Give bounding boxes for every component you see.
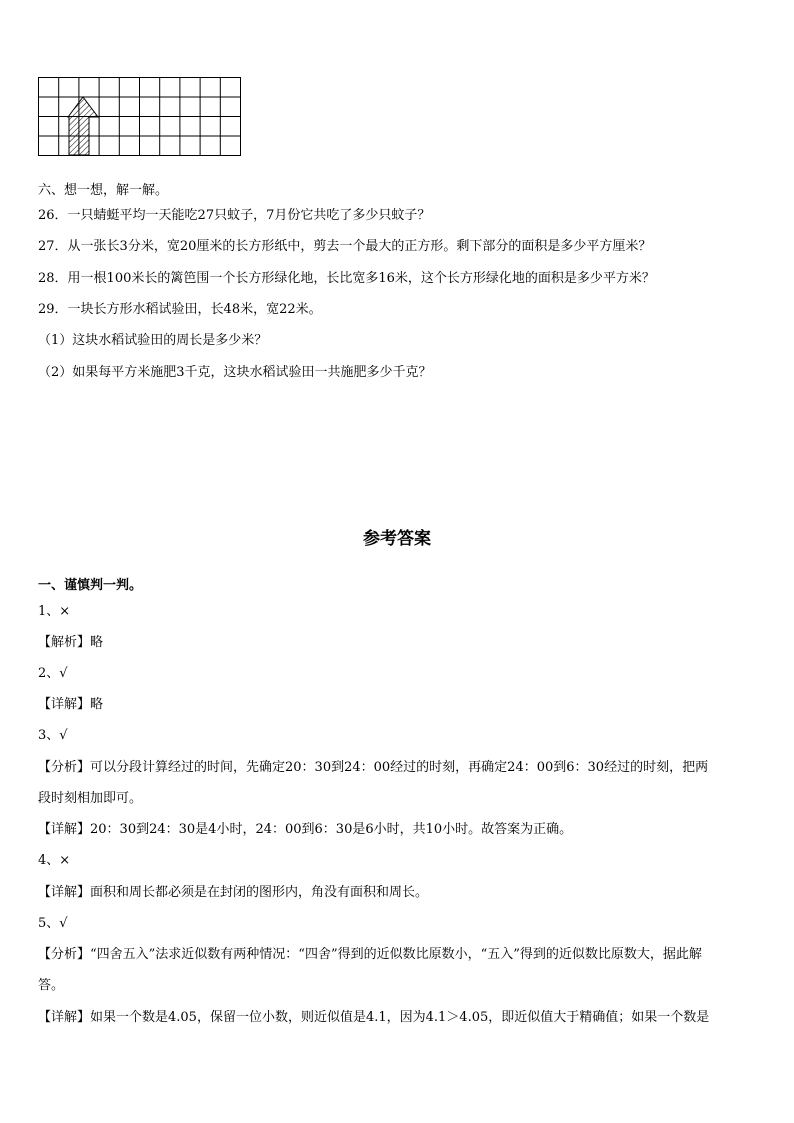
answer-3-analysis-cont: 段时刻相加即可。: [38, 791, 143, 806]
answer-1-note: 【解析】略: [38, 635, 104, 650]
answer-4-detail: 【详解】面积和周长都必须是在封闭的图形内，角没有面积和周长。: [38, 885, 429, 900]
question-27: 27．从一张长3分米，宽20厘米的长方形纸中，剪去一个最大的正方形。剩下部分的面积是多少平方厘米？: [38, 239, 652, 254]
answer-2: 2、√: [38, 666, 68, 681]
answer-5-detail: 【详解】如果一个数是4.05，保留一位小数，则近似值是4.1，因为4.1＞4.05，即近似值大于精确值；如果一个数是: [38, 1010, 710, 1025]
question-28: 28．用一根100米长的篱笆围一个长方形绿化地，长比宽多16米，这个长方形绿化地的面积是多少平方米？: [38, 271, 655, 286]
answer-2-note: 【详解】略: [38, 697, 104, 712]
question-29: 29．一块长方形水稻试验田，长48米，宽22米。: [38, 302, 322, 317]
grid-figure: [38, 77, 243, 157]
question-29-part-2: （2）如果每平方米施肥3千克，这块水稻试验田一共施肥多少千克？: [38, 365, 432, 380]
answers-title: 参考答案: [363, 529, 431, 549]
answer-5-analysis-cont: 答。: [38, 978, 65, 993]
answer-5-analysis: 【分析】“四舍五入”法求近似数有两种情况：“四舍”得到的近似数比原数小，“五入”得到的近似数比原数大，据此解: [38, 947, 702, 962]
hatched-arrow: [68, 97, 98, 155]
question-26: 26．一只蜻蜓平均一天能吃27只蚊子，7月份它共吃了多少只蚊子？: [38, 208, 431, 223]
answer-1: 1、×: [38, 604, 71, 619]
answer-3-analysis: 【分析】可以分段计算经过的时间，先确定20：30到24：00经过的时刻，再确定24：00到6：30经过的时刻，把两: [38, 760, 709, 775]
answer-3-detail: 【详解】20：30到24：30是4小时，24：00到6：30是6小时，共10小时。故答案为正确。: [38, 822, 573, 837]
answer-4: 4、×: [38, 853, 71, 868]
answer-5: 5、√: [38, 916, 68, 931]
section-six-heading: 六、想一想，解一解。: [38, 183, 169, 198]
answers-section-heading: 一、谨慎判一判。: [38, 578, 143, 593]
question-29-part-1: （1）这块水稻试验田的周长是多少米？: [38, 333, 268, 348]
answer-3: 3、√: [38, 728, 68, 743]
